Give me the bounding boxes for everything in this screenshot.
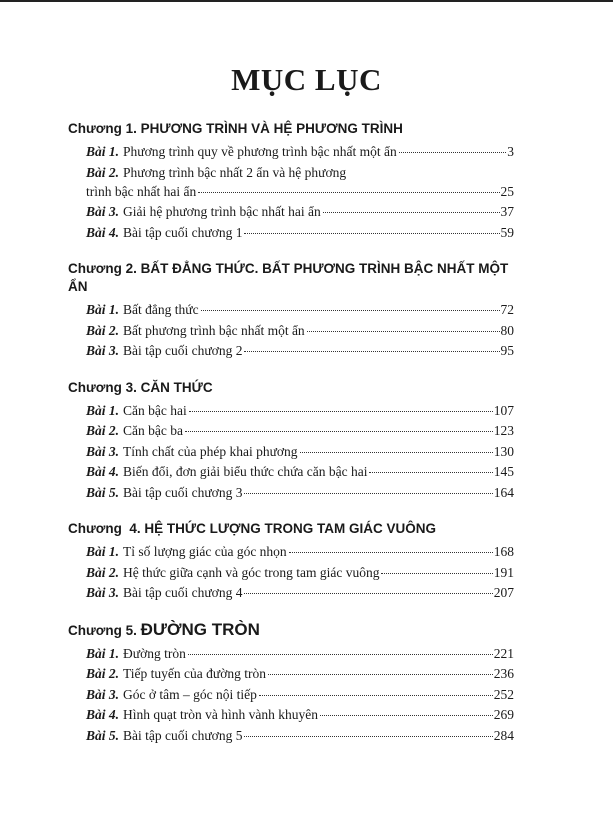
lesson-label: Bài 4. (86, 707, 120, 722)
lesson-entry[interactable] (86, 142, 514, 163)
dot-leader (268, 674, 493, 675)
lesson-label: Bài 2. (86, 164, 120, 180)
lesson-label: Bài 1. (86, 302, 120, 317)
lesson-label: Bài 5. (86, 484, 120, 500)
dot-leader (244, 233, 499, 234)
lesson-label: Bài 4. (86, 224, 120, 240)
lesson-title: Góc ở tâm – góc nội tiếp (123, 686, 257, 702)
lesson-title: Bài tập cuối chương 4 (123, 585, 243, 600)
page-number: 107 (493, 402, 514, 418)
dot-leader (381, 573, 492, 574)
dot-leader (289, 552, 493, 553)
lesson-title-continued: trình bậc nhất hai ẩn (86, 183, 197, 199)
dot-leader (185, 431, 493, 432)
lesson-title: Tiếp tuyến của đường tròn (123, 666, 266, 681)
chapter-heading[interactable] (68, 260, 514, 296)
page-number: 236 (493, 666, 514, 681)
chapter-number: Chương 5. (68, 622, 137, 638)
dot-leader (369, 472, 492, 473)
table-of-contents (68, 120, 514, 763)
page-number: 123 (493, 423, 514, 438)
chapter-title: HỆ THỨC LƯỢNG TRONG TAM GIÁC VUÔNG (144, 521, 437, 536)
chapter-title: ĐƯỜNG TRÒN (140, 619, 260, 639)
chapter-title: PHƯƠNG TRÌNH VÀ HỆ PHƯƠNG TRÌNH (140, 121, 403, 136)
lesson-entry[interactable] (86, 705, 514, 726)
lesson-label: Bài 1. (86, 144, 120, 159)
chapter-heading[interactable] (68, 520, 514, 538)
page-number: 80 (500, 322, 514, 338)
lesson-entry[interactable] (86, 442, 514, 463)
page-number: 252 (493, 686, 514, 702)
chapter-heading[interactable] (68, 120, 514, 138)
lesson-title: Đường tròn (123, 645, 186, 661)
lesson-label: Bài 5. (86, 727, 120, 743)
page-number: 221 (493, 645, 514, 661)
page-number: 207 (493, 585, 514, 600)
lesson-title: Bất đẳng thức (123, 302, 199, 317)
dot-leader (320, 715, 493, 716)
lesson-entry[interactable] (86, 401, 514, 422)
dot-leader (244, 351, 499, 352)
chapter-title: BẤT ĐẲNG THỨC. BẤT PHƯƠNG TRÌNH BẬC NHẤT MỘT ẨN (68, 261, 509, 294)
lesson-title: Bài tập cuối chương 1 (123, 224, 243, 240)
dot-leader (188, 654, 493, 655)
page-number: 25 (500, 183, 514, 199)
page-top-border (0, 0, 613, 2)
page-number: 95 (500, 343, 514, 358)
lesson-entry[interactable] (86, 300, 514, 321)
lesson-entry[interactable] (86, 726, 514, 747)
page-number: 284 (493, 727, 514, 743)
page-number: 145 (493, 464, 514, 479)
lesson-label: Bài 3. (86, 686, 120, 702)
lesson-title: Phương trình bậc nhất 2 ẩn và hệ phương (123, 164, 347, 180)
chapter-number: Chương 3. (68, 379, 137, 395)
dot-leader (323, 212, 500, 213)
lesson-title: Tính chất của phép khai phương (123, 443, 298, 459)
chapter-section (68, 120, 514, 243)
chapter-title: CĂN THỨC (140, 379, 213, 395)
page-number: 59 (500, 224, 514, 240)
lesson-entry[interactable] (86, 483, 514, 504)
page-number: 3 (507, 144, 514, 159)
lesson-label: Bài 1. (86, 645, 120, 661)
chapter-section (68, 520, 514, 604)
lesson-label: Bài 1. (86, 402, 120, 418)
lesson-entry[interactable] (86, 462, 514, 483)
page-number: 164 (493, 484, 514, 500)
lesson-entry[interactable] (86, 321, 514, 342)
lesson-label: Bài 1. (86, 544, 120, 559)
lesson-title: Bài tập cuối chương 2 (123, 343, 243, 358)
lesson-title: Giải hệ phương trình bậc nhất hai ẩn (123, 204, 321, 219)
dot-leader (198, 192, 499, 193)
lesson-title: Tỉ số lượng giác của góc nhọn (123, 544, 287, 559)
page-number: 191 (493, 564, 514, 580)
page-number: 269 (493, 707, 514, 722)
lesson-entry[interactable] (86, 341, 514, 362)
lesson-title: Căn bậc ba (123, 423, 183, 438)
lesson-title: Bất phương trình bậc nhất một ẩn (123, 322, 305, 338)
lesson-label: Bài 2. (86, 666, 120, 681)
dot-leader (189, 411, 493, 412)
chapter-number: Chương 2. (68, 261, 137, 276)
page-number: 168 (493, 544, 514, 559)
lesson-entry[interactable] (86, 421, 514, 442)
page-number: 130 (493, 443, 514, 459)
lesson-label: Bài 2. (86, 322, 120, 338)
chapter-heading[interactable] (68, 621, 514, 640)
dot-leader (244, 736, 492, 737)
lesson-entry-first-line[interactable] (86, 163, 514, 182)
lesson-entry[interactable] (86, 685, 514, 706)
chapter-section (68, 621, 514, 747)
page-number: 72 (500, 302, 514, 317)
lesson-entry[interactable] (86, 542, 514, 563)
dot-leader (201, 310, 500, 311)
chapter-number: Chương 1. (68, 121, 137, 136)
lesson-label: Bài 2. (86, 423, 120, 438)
lesson-title: Phương trình quy về phương trình bậc nhất một ẩn (123, 144, 397, 159)
lesson-title: Hình quạt tròn và hình vành khuyên (123, 707, 318, 722)
chapter-heading[interactable] (68, 379, 514, 397)
dot-leader (244, 493, 492, 494)
dot-leader (244, 593, 492, 594)
chapter-section (68, 379, 514, 504)
dot-leader (399, 152, 506, 153)
lesson-entry[interactable] (86, 563, 514, 584)
lesson-entry[interactable] (86, 644, 514, 665)
page-title: MỤC LỤC (231, 62, 382, 97)
lesson-title: Bài tập cuối chương 5 (123, 727, 243, 743)
chapter-section (68, 260, 514, 362)
lesson-label: Bài 2. (86, 564, 120, 580)
lesson-label: Bài 3. (86, 443, 120, 459)
lesson-title: Hệ thức giữa cạnh và góc trong tam giác vuông (123, 564, 380, 580)
lesson-title: Biến đổi, đơn giải biểu thức chứa căn bậc hai (123, 464, 368, 479)
lesson-entry[interactable] (86, 223, 514, 244)
dot-leader (300, 452, 493, 453)
lesson-entry[interactable] (86, 182, 514, 203)
dot-leader (259, 695, 493, 696)
lesson-entry[interactable] (86, 202, 514, 223)
lesson-entry[interactable] (86, 664, 514, 685)
lesson-label: Bài 3. (86, 343, 120, 358)
lesson-title: Căn bậc hai (123, 402, 187, 418)
lesson-label: Bài 3. (86, 585, 120, 600)
page-number: 37 (500, 204, 514, 219)
lesson-entry[interactable] (86, 583, 514, 604)
dot-leader (307, 331, 500, 332)
lesson-label: Bài 4. (86, 464, 120, 479)
lesson-title: Bài tập cuối chương 3 (123, 484, 243, 500)
chapter-number: Chương 4. (68, 521, 141, 536)
lesson-label: Bài 3. (86, 204, 120, 219)
